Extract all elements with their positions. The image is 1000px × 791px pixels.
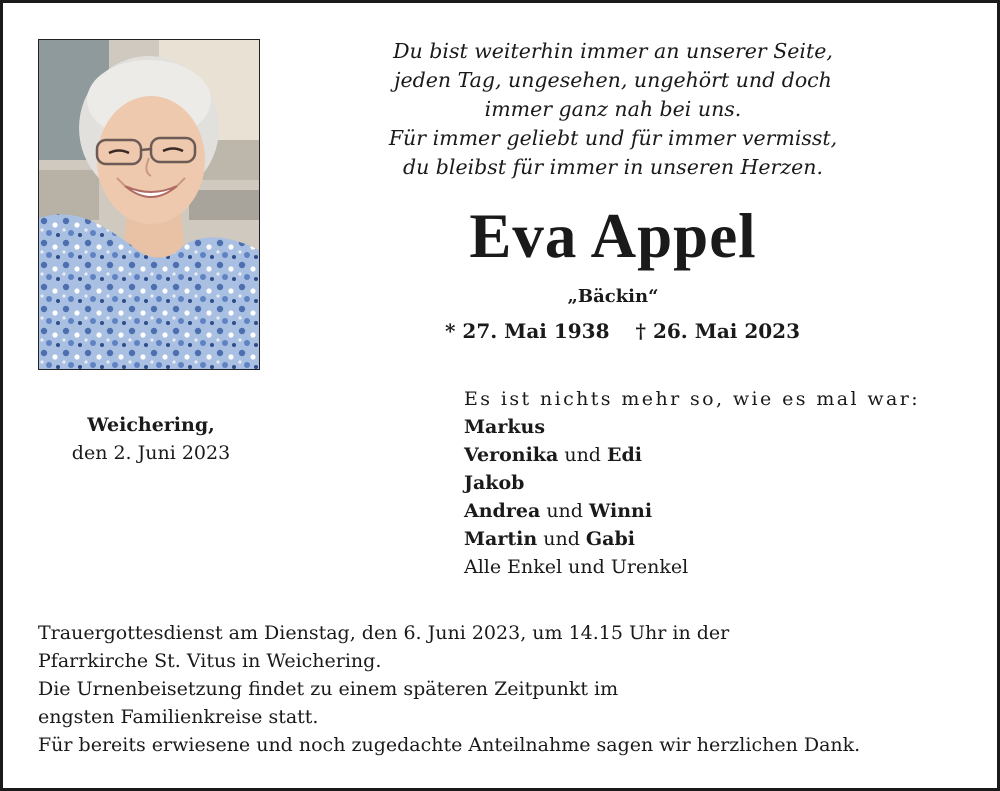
deceased-name: Eva Appel	[469, 201, 757, 271]
service-line: Die Urnenbeisetzung findet zu einem späteren Zeitpunkt im	[38, 678, 619, 700]
mourner-row	[464, 525, 920, 553]
portrait-photo	[38, 39, 260, 370]
verse-line: jeden Tag, ungesehen, ungehört und doch	[394, 68, 832, 92]
mourner-name: Markus	[464, 416, 546, 438]
service-line: Trauergottesdienst am Dienstag, den 6. Juni 2023, um 14.15 Uhr in der	[38, 622, 730, 644]
mourner-row	[464, 413, 920, 441]
mourner-name: Andrea	[464, 500, 541, 522]
portrait-illustration	[39, 40, 259, 369]
service-line: Pfarrkirche St. Vitus in Weichering.	[38, 650, 382, 672]
mourner-row	[464, 469, 920, 497]
notice-date: den 2. Juni 2023	[71, 442, 231, 464]
mourners-intro: Es ist nichts mehr so, wie es mal war:	[464, 388, 921, 410]
place-and-date	[38, 411, 264, 467]
service-line: Für bereits erwiesene und noch zugedachte Anteilnahme sagen wir herzlichen Dank.	[38, 734, 861, 756]
verse-line: Für immer geliebt und für immer vermisst,	[388, 126, 838, 150]
mourner-name: Martin	[464, 528, 538, 550]
conjunction: und	[543, 528, 580, 550]
place-name: Weichering,	[87, 414, 215, 436]
deceased-nickname: „Bäckin“	[567, 286, 659, 307]
conjunction: und	[546, 500, 583, 522]
memorial-verse	[333, 37, 893, 182]
mourner-row	[464, 497, 920, 525]
birth-date: * 27. Mai 1938	[445, 319, 610, 343]
verse-line: du bleibst für immer in unseren Herzen.	[402, 155, 824, 179]
service-line: engsten Familienkreise statt.	[38, 706, 319, 728]
mourners-closing: Alle Enkel und Urenkel	[464, 556, 689, 578]
mourner-name: Winni	[589, 500, 653, 522]
life-dates	[445, 319, 800, 343]
mourner-row	[464, 441, 920, 469]
mourner-name: Jakob	[464, 472, 525, 494]
mourner-name: Gabi	[585, 528, 635, 550]
verse-line: immer ganz nah bei uns.	[484, 97, 742, 121]
death-date: † 26. Mai 2023	[635, 319, 801, 343]
mourner-name: Edi	[607, 444, 643, 466]
service-information	[38, 619, 860, 759]
conjunction: und	[564, 444, 601, 466]
verse-line: Du bist weiterhin immer an unserer Seite,	[393, 39, 833, 63]
mourner-name: Veronika	[464, 444, 559, 466]
mourners-list	[464, 385, 920, 581]
